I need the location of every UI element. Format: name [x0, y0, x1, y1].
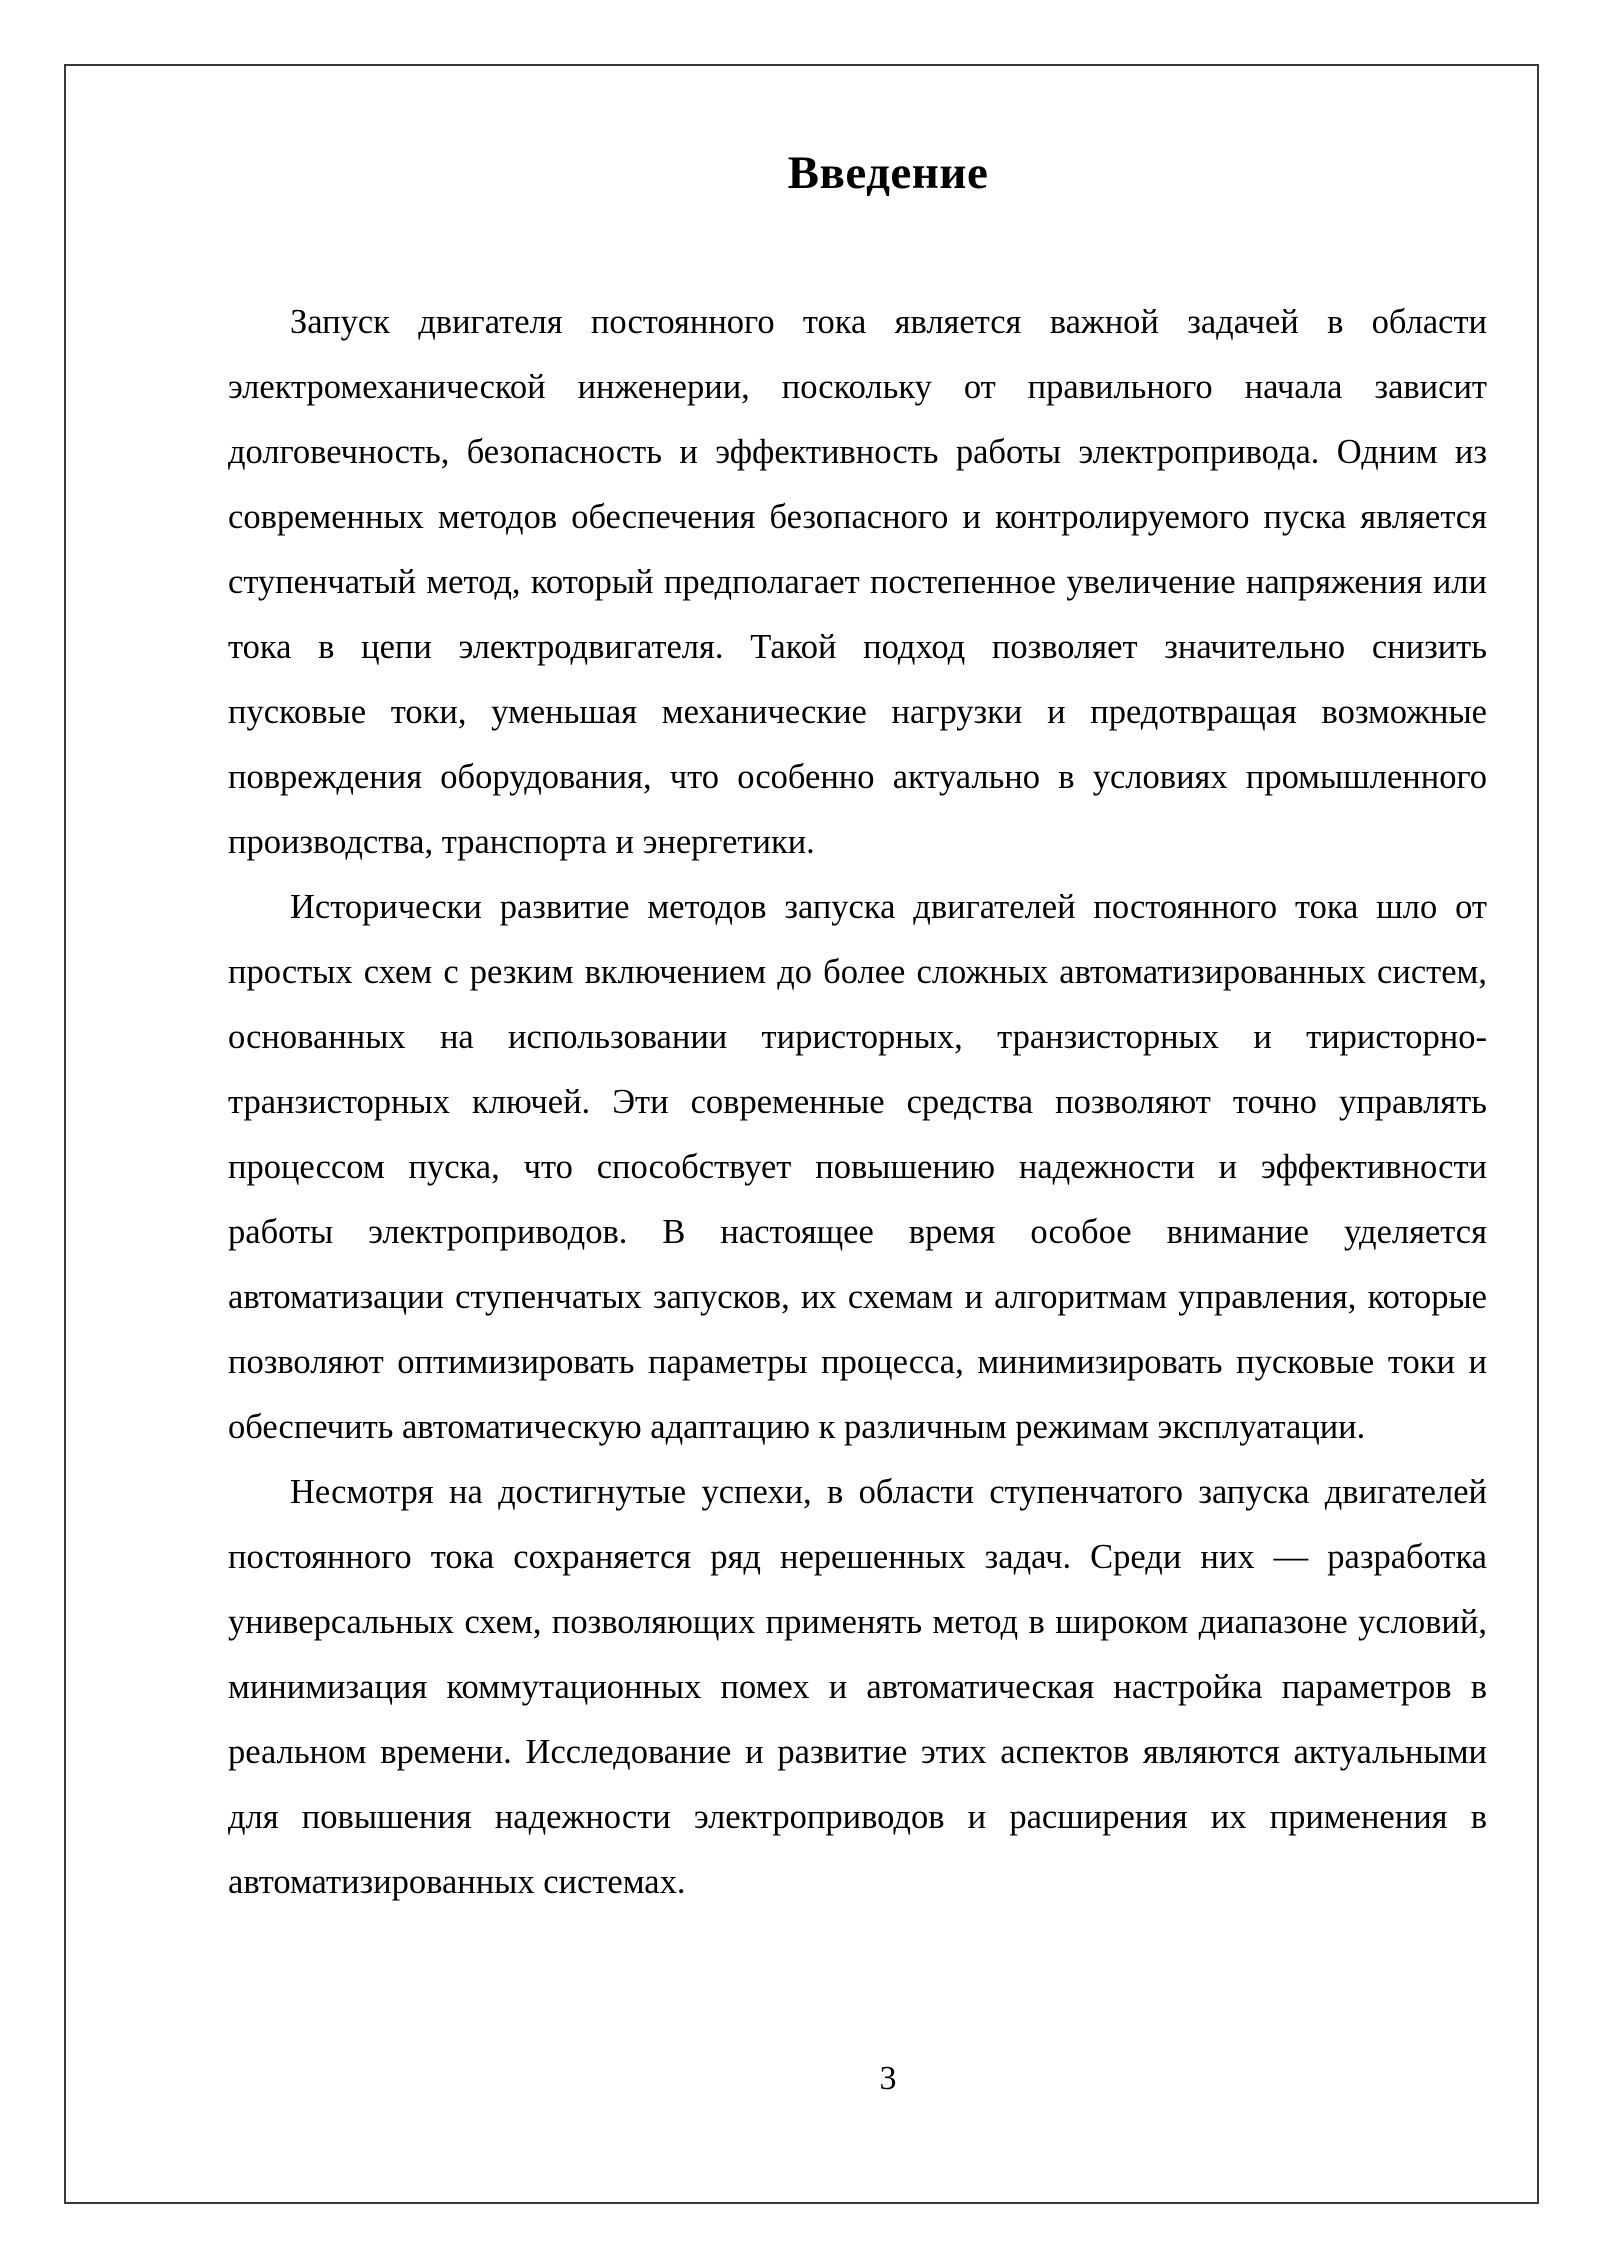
paragraph-1: Запуск двигателя постоянного тока является важной задачей в области электромеханической инженерии, поскольку от правильного начала зависит долговечность, безопасность и эффективность работы электропривода. Одним из современных методов обеспечения безопасного и контролируемого пуска является ступенчатый метод, который предполагает постепенное увеличение напряжения или тока в цепи электродвигателя. Такой подход позволяет значительно снизить пусковые токи, уменьшая механические нагрузки и предотвращая возможные повреждения оборудования, что особенно актуально в условиях промышленного производства, транспорта и энергетики.	[228, 303, 1487, 861]
page-title: Введение	[787, 147, 989, 199]
page-number: 3	[879, 2060, 897, 2097]
paragraph-2: Исторически развитие методов запуска двигателей постоянного тока шло от простых схем с резким включением до более сложных автоматизированных систем, основанных на использовании тиристорных, транзисторных и тиристорно-транзисторных ключей. Эти современные средства позволяют точно управлять процессом пуска, что способствует повышению надежности и эффективности работы электроприводов. В настоящее время особое внимание уделяется автоматизации ступенчатых запусков, их схемам и алгоритмам управления, которые позволяют оптимизировать параметры процесса, минимизировать пусковые токи и обеспечить автоматическую адаптацию к различным режимам эксплуатации.	[228, 888, 1487, 1446]
document-body	[228, 290, 1487, 1915]
paragraph-3: Несмотря на достигнутые успехи, в области ступенчатого запуска двигателей постоянного тока сохраняется ряд нерешенных задач. Среди них — разработка универсальных схем, позволяющих применять метод в широком диапазоне условий, минимизация коммутационных помех и автоматическая настройка параметров в реальном времени. Исследование и развитие этих аспектов являются актуальными для повышения надежности электроприводов и расширения их применения в автоматизированных системах.	[228, 1473, 1487, 1901]
